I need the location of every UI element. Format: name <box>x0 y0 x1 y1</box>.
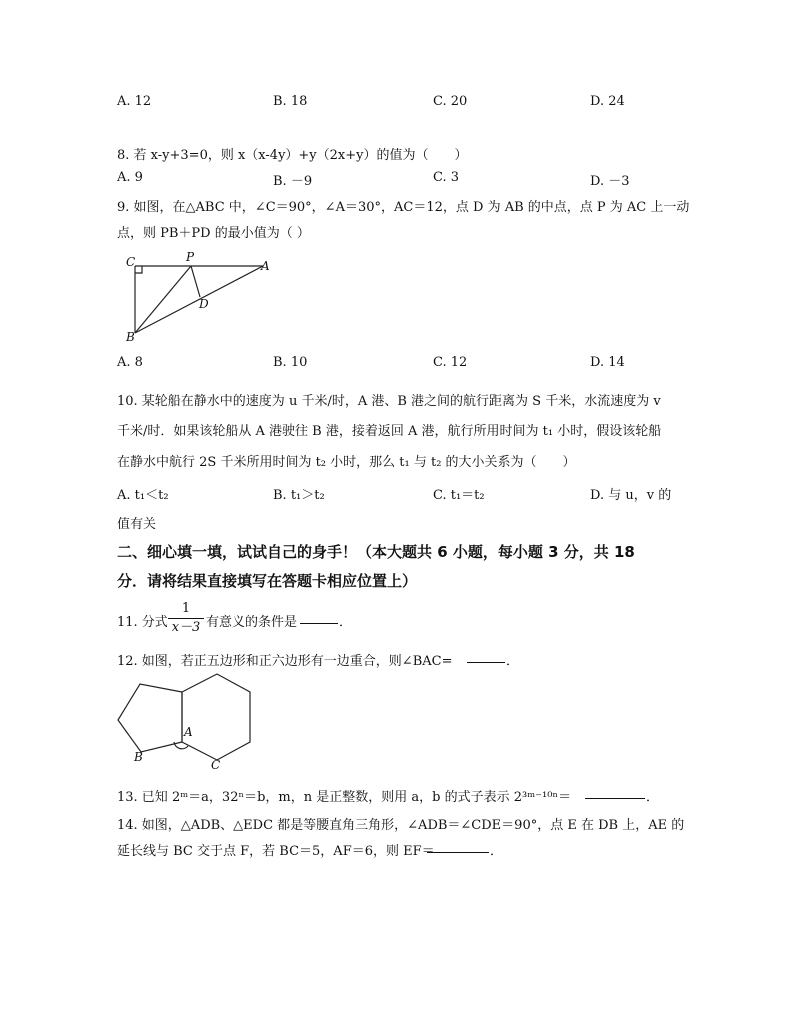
q9-triangle-figure <box>120 250 280 345</box>
q9-stem-line2: 点，则 PB＋PD 的最小值为（ ） <box>117 226 310 241</box>
q10-option-a: A. t₁＜t₂ <box>117 488 169 503</box>
q7-option-b: B. 18 <box>273 94 308 109</box>
q9-stem-line1: 9. 如图，在△ABC 中，∠C＝90°，∠A＝30°，AC＝12，点 D 为 AB 的中点，点 P 为 AC 上一动 <box>117 200 690 215</box>
q9-option-a: A. 8 <box>117 355 143 370</box>
q12-answer-blank[interactable] <box>467 650 505 663</box>
q9-label-b: B <box>126 330 135 344</box>
q12-stem: 12. 如图，若正五边形和正六边形有一边重合，则∠BAC= <box>117 654 453 669</box>
q8-option-a: A. 9 <box>117 170 143 185</box>
q9-label-d: D <box>199 297 209 311</box>
q12-label-b: B <box>134 750 143 764</box>
q11-denominator: x－3 <box>171 620 201 635</box>
q13-end: ． <box>646 790 660 805</box>
q11-end: ． <box>339 615 353 630</box>
q8-option-d: D. －3 <box>590 174 630 189</box>
q9-label-a: A <box>261 259 270 273</box>
q10-stem-line1: 10. 某轮船在静水中的速度为 u 千米/时，A 港、B 港之间的航行距离为 S 千米，水流速度为 v <box>117 394 661 409</box>
section2-title-line1: 二、细心填一填，试试自己的身手！（本大题共 6 小题，每小题 3 分，共 18 <box>117 543 635 561</box>
q9-option-b: B. 10 <box>273 355 308 370</box>
q10-option-c: C. t₁＝t₂ <box>433 488 485 503</box>
q9-option-d: D. 14 <box>590 355 625 370</box>
q12-label-a: A <box>184 725 193 739</box>
q14-answer-blank[interactable] <box>427 840 489 853</box>
q10-option-d-continued: 值有关 <box>117 517 157 532</box>
q11-fraction <box>168 601 204 636</box>
q7-option-a: A. 12 <box>117 94 152 109</box>
q13-answer-blank[interactable] <box>585 786 645 799</box>
q9-label-c: C <box>126 255 136 269</box>
q11-numerator: 1 <box>181 601 191 616</box>
q7-option-c: C. 20 <box>433 94 468 109</box>
q8-option-b: B. －9 <box>273 174 313 189</box>
q13-stem: 13. 已知 2ᵐ＝a，32ⁿ＝b，m，n 是正整数，则用 a，b 的式子表示 2³ᵐ⁻¹⁰ⁿ＝ <box>117 790 572 805</box>
q14-end: ． <box>490 844 504 859</box>
q14-stem-line1: 14. 如图，△ADB、△EDC 都是等腰直角三角形，∠ADB＝∠CDE＝90°，点 E 在 DB 上，AE 的 <box>117 818 685 833</box>
q9-option-c: C. 12 <box>433 355 468 370</box>
q10-stem-line3: 在静水中航行 2S 千米所用时间为 t₂ 小时，那么 t₁ 与 t₂ 的大小关系为（ ） <box>117 455 576 470</box>
q14-stem-line2: 延长线与 BC 交于点 F，若 BC＝5，AF＝6，则 EF＝ <box>117 844 435 859</box>
q11-suffix: 有意义的条件是 <box>206 615 298 630</box>
q8-stem: 8. 若 x-y+3=0，则 x（x-4y）+y（2x+y）的值为（ ） <box>117 148 468 163</box>
q12-end: ． <box>506 654 520 669</box>
q8-option-c: C. 3 <box>433 170 460 185</box>
q11-prefix: 11. 分式 <box>117 615 168 630</box>
q11-answer-blank[interactable] <box>300 611 338 624</box>
q9-label-p: P <box>186 250 195 264</box>
q7-option-d: D. 24 <box>590 94 625 109</box>
q10-stem-line2: 千米/时．如果该轮船从 A 港驶往 B 港，接着返回 A 港，航行所用时间为 t₁ 小时，假设该轮船 <box>117 424 662 439</box>
q12-label-c: C <box>211 758 221 772</box>
section2-title-line2: 分．请将结果直接填写在答题卡相应位置上） <box>117 572 418 590</box>
q10-option-d: D. 与 u，v 的 <box>590 488 672 503</box>
q12-polygon-figure <box>114 670 264 775</box>
q10-option-b: B. t₁＞t₂ <box>273 488 325 503</box>
